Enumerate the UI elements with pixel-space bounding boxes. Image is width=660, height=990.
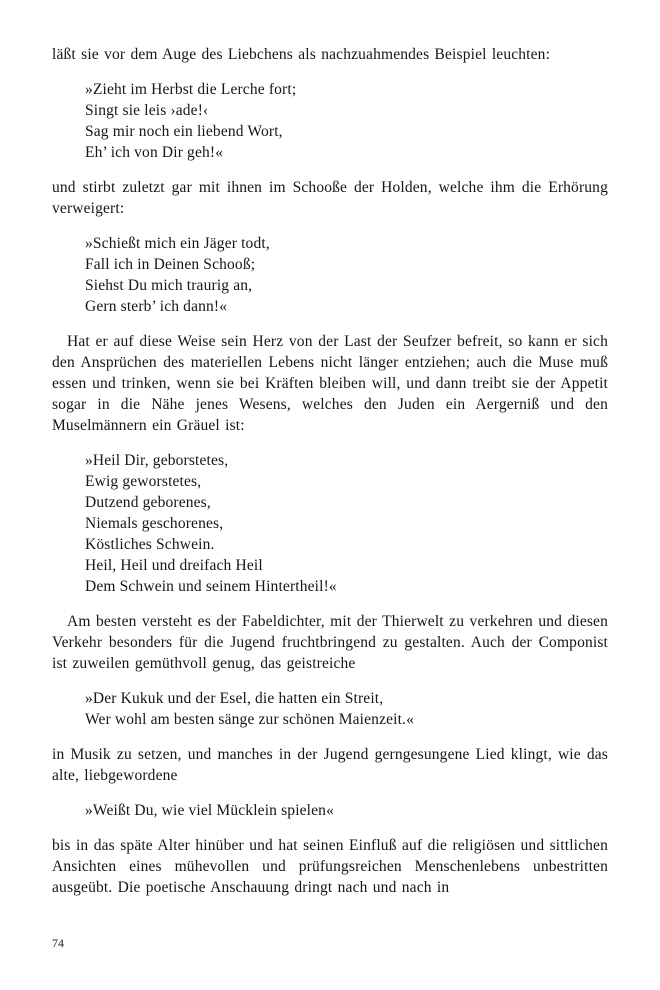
verse-block xyxy=(52,688,608,730)
verse-line: Singt sie leis ›ade!‹ xyxy=(85,102,209,119)
verse-line: Ewig geworstetes, xyxy=(85,473,202,490)
verse-line: Dem Schwein und seinem Hintertheil!« xyxy=(85,578,337,595)
verse-line: Eh’ ich von Dir geh!« xyxy=(85,144,224,161)
paragraph: Hat er auf diese Weise sein Herz von der Last der Seufzer befreit, so kann er sich den Ansprüchen des materiellen Lebens nicht länger entziehen; auch die Muse muß essen und trinken, wenn sie bei Kräften bleiben will, und dann treibt sie der Appetit sogar in die Nähe jenes Wesens, welches den Juden ein Aergerniß und den Muselmännern ein Gräuel ist: xyxy=(52,333,608,434)
verse-line: Dutzend geborenes, xyxy=(85,494,211,511)
paragraph: und stirbt zuletzt gar mit ihnen im Schooße der Holden, welche ihm die Erhörung verweigert: xyxy=(52,179,608,217)
verse-line: »Der Kukuk und der Esel, die hatten ein Streit, xyxy=(85,690,384,707)
page-number: 74 xyxy=(52,936,64,950)
paragraph: Am besten versteht es der Fabeldichter, mit der Thierwelt zu verkehren und diesen Verkehr besonders für die Jugend fruchtbringend zu gestalten. Auch der Componist ist zuweilen gemüthvoll genug, das geistreiche xyxy=(52,613,608,672)
paragraph: bis in das späte Alter hinüber und hat seinen Einfluß auf die religiösen und sittlichen Ansichten eines mühevollen und prüfungsreichen Menschenlebens unbestritten ausgeübt. Die poetische Anschauung dringt nach und nach in xyxy=(52,837,608,896)
verse-line: Gern sterb’ ich dann!« xyxy=(85,298,228,315)
verse-line: Siehst Du mich traurig an, xyxy=(85,277,253,294)
verse-line: Niemals geschorenes, xyxy=(85,515,224,532)
verse-block xyxy=(52,233,608,317)
verse-line: Heil, Heil und dreifach Heil xyxy=(85,557,263,574)
verse-line: »Schießt mich ein Jäger todt, xyxy=(85,235,270,252)
verse-line: Wer wohl am besten sänge zur schönen Maienzeit.« xyxy=(85,711,414,728)
paragraph: in Musik zu setzen, und manches in der Jugend gerngesungene Lied klingt, wie das alte, liebgewordene xyxy=(52,746,608,784)
verse-line: Fall ich in Deinen Schooß; xyxy=(85,256,256,273)
verse-block xyxy=(52,450,608,597)
verse-line: Sag mir noch ein liebend Wort, xyxy=(85,123,283,140)
verse-line: »Weißt Du, wie viel Mücklein spielen« xyxy=(85,802,334,819)
verse-line: »Zieht im Herbst die Lerche fort; xyxy=(85,81,297,98)
verse-line: »Heil Dir, geborstetes, xyxy=(85,452,229,469)
verse-block xyxy=(52,800,608,821)
verse-block xyxy=(52,79,608,163)
paragraph: läßt sie vor dem Auge des Liebchens als nachzuahmendes Beispiel leuchten: xyxy=(52,46,551,63)
page-content xyxy=(52,44,608,898)
verse-line: Köstliches Schwein. xyxy=(85,536,215,553)
